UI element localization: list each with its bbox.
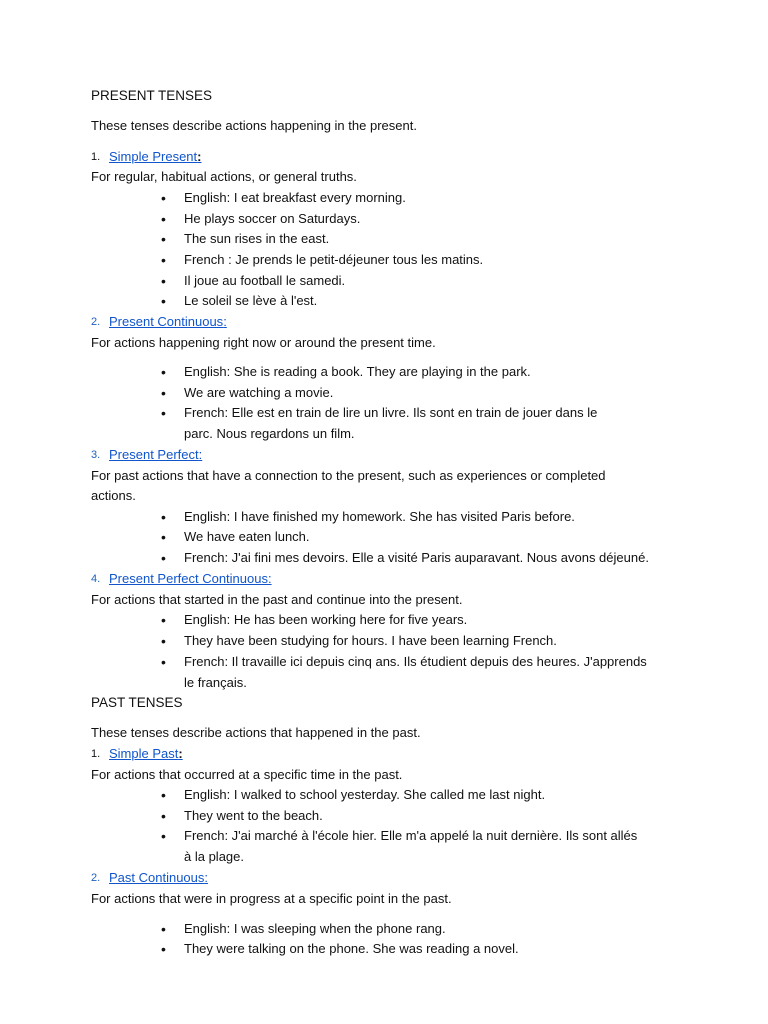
link-present-continuous[interactable]: Present Continuous:: [109, 314, 227, 329]
description: For regular, habitual actions, or general truths.: [91, 169, 357, 184]
list-item: We have eaten lunch.: [184, 529, 310, 544]
section-heading-present: PRESENT TENSES: [91, 88, 213, 103]
list-item: French: J'ai fini mes devoirs. Elle a visité Paris auparavant. Nous avons déjeuné.: [184, 550, 649, 565]
list-item-continuation: le français.: [184, 675, 247, 690]
list-item: They have been studying for hours. I have been learning French.: [184, 633, 557, 648]
list-item: Il joue au football le samedi.: [184, 273, 346, 288]
link-present-perfect[interactable]: Present Perfect:: [109, 447, 203, 462]
list-number: 4.: [91, 573, 101, 585]
bullet-marker: •: [161, 231, 166, 247]
list-item: English: I was sleeping when the phone rang.: [184, 921, 446, 936]
link-simple-past[interactable]: Simple Past:: [109, 746, 183, 761]
description: For actions that started in the past and continue into the present.: [91, 592, 463, 607]
list-item: English: I walked to school yesterday. She called me last night.: [184, 787, 546, 802]
list-item: French : Je prends le petit-déjeuner tous les matins.: [184, 252, 484, 267]
bullet-marker: •: [161, 828, 166, 844]
list-number: 3.: [91, 449, 101, 461]
list-item: We are watching a movie.: [184, 385, 334, 400]
list-number: 2.: [91, 872, 101, 884]
list-item: The sun rises in the east.: [184, 231, 330, 246]
list-number: 1.: [91, 151, 101, 163]
list-item: French: J'ai marché à l'école hier. Elle m'a appelé la nuit dernière. Ils sont allés: [184, 828, 638, 843]
list-item: English: I have finished my homework. She has visited Paris before.: [184, 509, 575, 524]
bullet-marker: •: [161, 211, 166, 227]
intro-present: These tenses describe actions happening in the present.: [91, 118, 417, 133]
bullet-marker: •: [161, 529, 166, 545]
link-past-continuous[interactable]: Past Continuous:: [109, 870, 209, 885]
list-number: 2.: [91, 316, 101, 328]
list-item-continuation: à la plage.: [184, 849, 244, 864]
list-item: He plays soccer on Saturdays.: [184, 211, 361, 226]
bullet-marker: •: [161, 509, 166, 525]
bullet-marker: •: [161, 808, 166, 824]
list-item: They were talking on the phone. She was reading a novel.: [184, 941, 519, 956]
description-continuation: actions.: [91, 488, 136, 503]
list-item: English: I eat breakfast every morning.: [184, 190, 406, 205]
bullet-marker: •: [161, 273, 166, 289]
bullet-marker: •: [161, 405, 166, 421]
description: For actions that occurred at a specific time in the past.: [91, 767, 403, 782]
bullet-marker: •: [161, 941, 166, 957]
bullet-marker: •: [161, 633, 166, 649]
bullet-marker: •: [161, 252, 166, 268]
description: For actions happening right now or around the present time.: [91, 335, 436, 350]
bullet-marker: •: [161, 190, 166, 206]
description: For actions that were in progress at a specific point in the past.: [91, 891, 452, 906]
list-item: English: He has been working here for five years.: [184, 612, 468, 627]
bullet-marker: •: [161, 921, 166, 937]
bullet-marker: •: [161, 385, 166, 401]
intro-past: These tenses describe actions that happened in the past.: [91, 725, 421, 740]
link-simple-present[interactable]: Simple Present:: [109, 149, 202, 164]
section-heading-past: PAST TENSES: [91, 695, 183, 710]
list-item: They went to the beach.: [184, 808, 323, 823]
list-item-continuation: parc. Nous regardons un film.: [184, 426, 355, 441]
bullet-marker: •: [161, 612, 166, 628]
bullet-marker: •: [161, 654, 166, 670]
description: For past actions that have a connection to the present, such as experiences or completed: [91, 468, 606, 483]
bullet-marker: •: [161, 550, 166, 566]
bullet-marker: •: [161, 293, 166, 309]
list-item: English: She is reading a book. They are playing in the park.: [184, 364, 531, 379]
list-item: French: Elle est en train de lire un livre. Ils sont en train de jouer dans le: [184, 405, 598, 420]
bullet-marker: •: [161, 364, 166, 380]
link-present-perfect-continuous[interactable]: Present Perfect Continuous:: [109, 571, 272, 586]
bullet-marker: •: [161, 787, 166, 803]
list-item: Le soleil se lève à l'est.: [184, 293, 318, 308]
list-item: French: Il travaille ici depuis cinq ans. Ils étudient depuis des heures. J'apprends: [184, 654, 647, 669]
list-number: 1.: [91, 748, 101, 760]
